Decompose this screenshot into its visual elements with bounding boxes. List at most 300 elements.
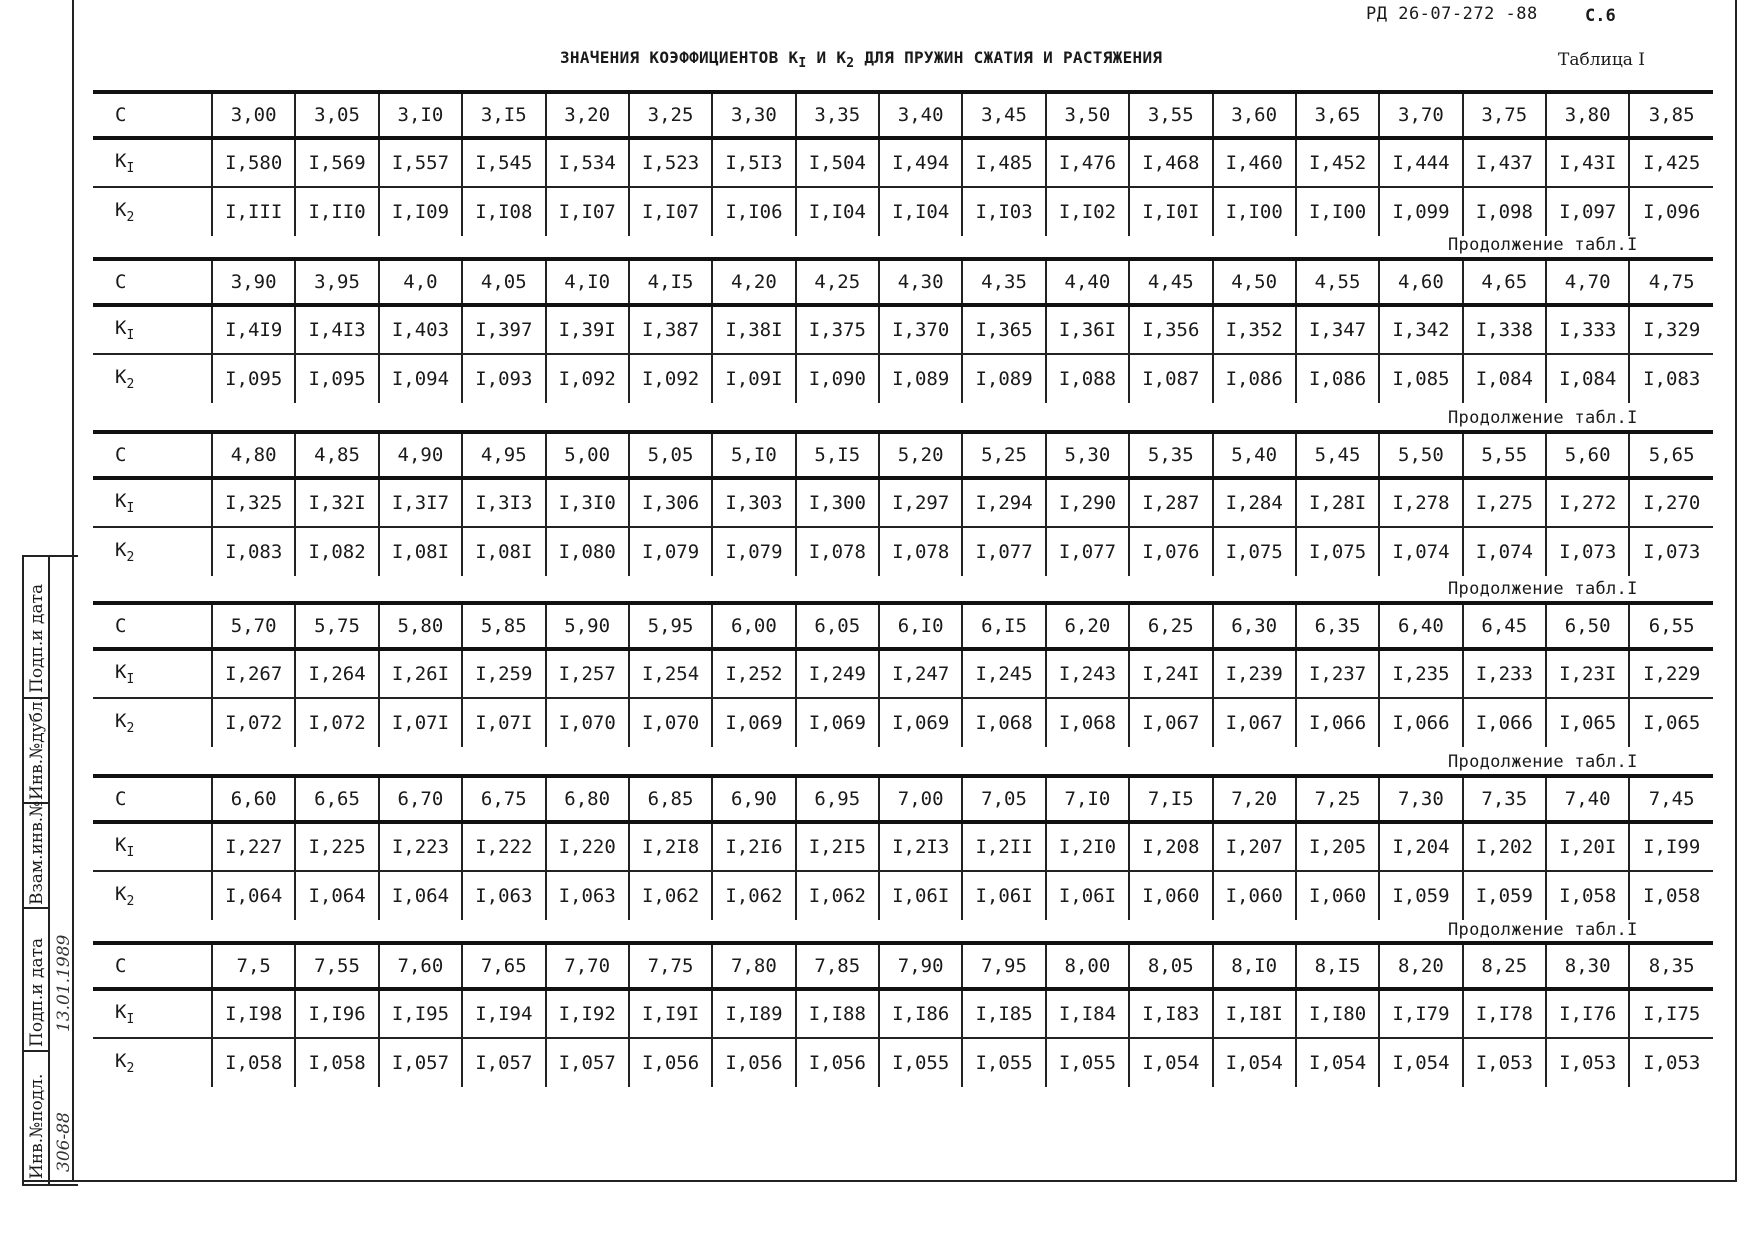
- table-label: Таблица I: [1558, 50, 1646, 70]
- row-c-cell: 3,00: [212, 92, 295, 138]
- row-k2-cell: I,063: [462, 871, 545, 920]
- row-c-cell: 4,30: [879, 259, 962, 305]
- row-c-cell: 7,60: [379, 943, 462, 989]
- row-k2-cell: I,06I: [1046, 871, 1129, 920]
- frame-bottom-border: [22, 1180, 1737, 1182]
- row-k2-cell: I,058: [1546, 871, 1629, 920]
- row-k1-cell: I,347: [1296, 305, 1379, 354]
- row-k1-cell: I,3I7: [379, 478, 462, 527]
- row-k1-cell: I,485: [962, 138, 1045, 187]
- row-k2-cell: I,III: [212, 187, 295, 236]
- row-k2-cell: I,072: [212, 698, 295, 747]
- row-k1-cell: I,252: [712, 649, 795, 698]
- row-k2-cell: I,062: [712, 871, 795, 920]
- row-c-cell: 3,30: [712, 92, 795, 138]
- row-k1-cell: I,306: [629, 478, 712, 527]
- row-k2-cell: I,059: [1379, 871, 1462, 920]
- row-c-cell: 7,00: [879, 776, 962, 822]
- row-k1-cell: I,4I3: [295, 305, 378, 354]
- row-c-cell: 3,60: [1213, 92, 1296, 138]
- row-c-cell: 6,55: [1629, 603, 1713, 649]
- row-c-cell: 8,20: [1379, 943, 1462, 989]
- row-k2-cell: I,I06: [712, 187, 795, 236]
- row-k2-cell: I,06I: [962, 871, 1045, 920]
- row-c-cell: 6,05: [796, 603, 879, 649]
- row-k2: [93, 698, 1713, 747]
- row-k1-cell: I,227: [212, 822, 295, 871]
- row-k2-cell: I,067: [1129, 698, 1212, 747]
- row-k2-cell: I,069: [879, 698, 962, 747]
- row-c-cell: 6,I5: [962, 603, 1045, 649]
- row-k2-cell: I,054: [1296, 1038, 1379, 1087]
- row-k2: [93, 871, 1713, 920]
- row-c-cell: 8,35: [1629, 943, 1713, 989]
- row-k1-cell: I,I89: [712, 989, 795, 1038]
- row-k1-cell: I,580: [212, 138, 295, 187]
- row-k1-cell: I,I8I: [1213, 989, 1296, 1038]
- row-k2-label: [93, 354, 212, 403]
- row-c-cell: 6,45: [1463, 603, 1546, 649]
- row-k2-cell: I,066: [1379, 698, 1462, 747]
- coefficient-table-block: [93, 774, 1713, 920]
- row-k2-cell: I,072: [295, 698, 378, 747]
- row-k2-cell: I,083: [212, 527, 295, 576]
- row-c-cell: 5,05: [629, 432, 712, 478]
- row-k1-label: [93, 478, 212, 527]
- continuation-label: Продолжение табл.I: [1448, 235, 1638, 255]
- row-k2-cell: I,067: [1213, 698, 1296, 747]
- row-k1-cell: I,259: [462, 649, 545, 698]
- row-c: [93, 259, 1713, 305]
- row-c-cell: 5,70: [212, 603, 295, 649]
- row-k1-cell: I,5I3: [712, 138, 795, 187]
- row-k1-cell: I,365: [962, 305, 1045, 354]
- row-c: [93, 92, 1713, 138]
- row-k1-cell: I,I84: [1046, 989, 1129, 1038]
- row-c-cell: 3,65: [1296, 92, 1379, 138]
- coefficient-table: [93, 774, 1713, 920]
- row-c: [93, 943, 1713, 989]
- row-c-cell: 4,80: [212, 432, 295, 478]
- row-k2-cell: I,085: [1379, 354, 1462, 403]
- coefficient-table: [93, 90, 1713, 236]
- row-c-cell: 3,50: [1046, 92, 1129, 138]
- table-title: [560, 48, 1162, 71]
- row-k2-cell: I,074: [1463, 527, 1546, 576]
- row-k1-cell: I,I99: [1629, 822, 1713, 871]
- row-c-cell: 3,25: [629, 92, 712, 138]
- row-k2-cell: I,I00: [1296, 187, 1379, 236]
- row-k2-label: [93, 527, 212, 576]
- row-c-cell: 3,35: [796, 92, 879, 138]
- row-k1-label: [93, 305, 212, 354]
- row-k2-cell: I,074: [1379, 527, 1462, 576]
- row-k1-cell: I,I94: [462, 989, 545, 1038]
- row-k2-cell: I,076: [1129, 527, 1212, 576]
- k-symbol: К: [115, 710, 127, 733]
- row-k1-cell: I,4I9: [212, 305, 295, 354]
- row-c-cell: 7,75: [629, 943, 712, 989]
- row-k2-cell: I,07I: [462, 698, 545, 747]
- row-k1-cell: I,233: [1463, 649, 1546, 698]
- row-c-cell: 4,05: [462, 259, 545, 305]
- row-k1-cell: I,205: [1296, 822, 1379, 871]
- coefficient-table-block: [93, 601, 1713, 747]
- continuation-label: Продолжение табл.I: [1448, 579, 1638, 599]
- row-c-cell: 5,75: [295, 603, 378, 649]
- row-k2-cell: I,083: [1629, 354, 1713, 403]
- row-k2-cell: I,I09: [379, 187, 462, 236]
- row-k2-cell: I,I03: [962, 187, 1045, 236]
- row-c-cell: 5,00: [546, 432, 629, 478]
- continuation-label: Продолжение табл.I: [1448, 752, 1638, 772]
- row-c-cell: 5,85: [462, 603, 545, 649]
- row-k2-cell: I,II0: [295, 187, 378, 236]
- row-k2-cell: I,053: [1463, 1038, 1546, 1087]
- row-k2: [93, 527, 1713, 576]
- row-c-cell: 5,80: [379, 603, 462, 649]
- row-c-cell: 8,00: [1046, 943, 1129, 989]
- row-k2: [93, 1038, 1713, 1087]
- row-k1-cell: I,I96: [295, 989, 378, 1038]
- row-k2-cell: I,056: [712, 1038, 795, 1087]
- row-k2-cell: I,087: [1129, 354, 1212, 403]
- frame-right-border: [1735, 0, 1737, 1182]
- row-k2-cell: I,053: [1546, 1038, 1629, 1087]
- row-k1-cell: I,245: [962, 649, 1045, 698]
- row-k1-cell: I,36I: [1046, 305, 1129, 354]
- row-k1-cell: I,342: [1379, 305, 1462, 354]
- row-k2-cell: I,I0I: [1129, 187, 1212, 236]
- row-c-cell: 6,60: [212, 776, 295, 822]
- row-c-cell: 3,05: [295, 92, 378, 138]
- row-k2-cell: I,056: [796, 1038, 879, 1087]
- row-k1-cell: I,24I: [1129, 649, 1212, 698]
- title-sub-1: I: [798, 56, 807, 72]
- row-c-cell: 3,45: [962, 92, 1045, 138]
- row-k1-cell: I,207: [1213, 822, 1296, 871]
- row-c-cell: 4,I5: [629, 259, 712, 305]
- row-k2-cell: I,054: [1379, 1038, 1462, 1087]
- row-c-label: С: [93, 259, 212, 305]
- row-k2-cell: I,058: [212, 1038, 295, 1087]
- row-k1-cell: I,545: [462, 138, 545, 187]
- row-c: [93, 603, 1713, 649]
- row-c-cell: 6,30: [1213, 603, 1296, 649]
- row-c-cell: 5,65: [1629, 432, 1713, 478]
- row-k1-cell: I,2I0: [1046, 822, 1129, 871]
- row-k1-cell: I,254: [629, 649, 712, 698]
- k-subscript: 2: [126, 549, 135, 565]
- k-symbol: К: [115, 883, 127, 906]
- row-k2-cell: I,078: [796, 527, 879, 576]
- row-k2-cell: I,068: [962, 698, 1045, 747]
- k-subscript: 2: [126, 1060, 135, 1076]
- row-k1: [93, 822, 1713, 871]
- row-k2-cell: I,094: [379, 354, 462, 403]
- row-k1-cell: I,338: [1463, 305, 1546, 354]
- sidebar-label-replace-inv: Взам.инв.№: [27, 800, 47, 905]
- k-symbol: К: [115, 1050, 127, 1073]
- k-subscript: I: [126, 1011, 135, 1027]
- row-k2-cell: I,069: [712, 698, 795, 747]
- sidebar-label-sign-date-2: Подп.и дата: [27, 937, 47, 1047]
- row-k1-cell: I,275: [1463, 478, 1546, 527]
- row-c-cell: 6,70: [379, 776, 462, 822]
- row-k1-cell: I,300: [796, 478, 879, 527]
- row-k1-cell: I,I79: [1379, 989, 1462, 1038]
- row-k1-cell: I,325: [212, 478, 295, 527]
- k-symbol: К: [115, 1001, 127, 1024]
- row-c-cell: 5,40: [1213, 432, 1296, 478]
- row-k1-cell: I,I76: [1546, 989, 1629, 1038]
- row-k2-cell: I,079: [712, 527, 795, 576]
- row-k1-cell: I,28I: [1296, 478, 1379, 527]
- row-c-cell: 6,40: [1379, 603, 1462, 649]
- row-c-cell: 7,20: [1213, 776, 1296, 822]
- row-k1-label: [93, 822, 212, 871]
- row-k2-cell: I,093: [462, 354, 545, 403]
- row-k1-cell: I,3I3: [462, 478, 545, 527]
- row-c-cell: 7,85: [796, 943, 879, 989]
- document-code: РД 26-07-272 -88: [1366, 4, 1538, 24]
- row-k1-cell: I,523: [629, 138, 712, 187]
- row-k1-cell: I,476: [1046, 138, 1129, 187]
- row-k1-cell: I,249: [796, 649, 879, 698]
- row-c-cell: 7,70: [546, 943, 629, 989]
- row-k1-cell: I,239: [1213, 649, 1296, 698]
- row-c-cell: 6,65: [295, 776, 378, 822]
- row-c-cell: 3,75: [1463, 92, 1546, 138]
- row-c-cell: 4,45: [1129, 259, 1212, 305]
- k-subscript: 2: [126, 376, 135, 392]
- k-subscript: I: [126, 327, 135, 343]
- row-c-cell: 6,20: [1046, 603, 1129, 649]
- row-k2-cell: I,I04: [796, 187, 879, 236]
- row-k1-cell: I,267: [212, 649, 295, 698]
- row-k1-cell: I,I9I: [629, 989, 712, 1038]
- coefficient-table-block: [93, 941, 1713, 1087]
- k-symbol: К: [115, 150, 127, 173]
- coefficient-table-block: [93, 430, 1713, 576]
- row-c-label: С: [93, 943, 212, 989]
- row-k2-cell: I,077: [1046, 527, 1129, 576]
- k-subscript: 2: [126, 720, 135, 736]
- row-c-cell: 5,55: [1463, 432, 1546, 478]
- row-c-cell: 4,90: [379, 432, 462, 478]
- row-k2-label: [93, 187, 212, 236]
- row-k1-cell: I,247: [879, 649, 962, 698]
- row-c-cell: 7,35: [1463, 776, 1546, 822]
- k-symbol: К: [115, 834, 127, 857]
- row-c-cell: 3,55: [1129, 92, 1212, 138]
- row-c-cell: 5,90: [546, 603, 629, 649]
- row-k2-cell: I,057: [546, 1038, 629, 1087]
- row-k1-cell: I,452: [1296, 138, 1379, 187]
- row-k2-cell: I,084: [1546, 354, 1629, 403]
- row-c-cell: 3,80: [1546, 92, 1629, 138]
- row-c-cell: 7,40: [1546, 776, 1629, 822]
- k-symbol: К: [115, 199, 127, 222]
- row-k2-cell: I,084: [1463, 354, 1546, 403]
- row-k2-cell: I,07I: [379, 698, 462, 747]
- row-k2-cell: I,092: [546, 354, 629, 403]
- row-k1-cell: I,290: [1046, 478, 1129, 527]
- row-k1-cell: I,356: [1129, 305, 1212, 354]
- row-k1-cell: I,272: [1546, 478, 1629, 527]
- row-k2-label: [93, 698, 212, 747]
- row-c-cell: 4,65: [1463, 259, 1546, 305]
- row-k2-cell: I,070: [629, 698, 712, 747]
- row-k2-label: [93, 1038, 212, 1087]
- row-c-cell: 4,35: [962, 259, 1045, 305]
- k-subscript: I: [126, 844, 135, 860]
- sidebar-label-sign-date: Подп.и дата: [27, 583, 47, 693]
- k-subscript: I: [126, 671, 135, 687]
- row-k1: [93, 478, 1713, 527]
- row-k1-cell: I,387: [629, 305, 712, 354]
- row-k1-cell: I,294: [962, 478, 1045, 527]
- row-k1-cell: I,243: [1046, 649, 1129, 698]
- row-k1: [93, 649, 1713, 698]
- row-k1-cell: I,223: [379, 822, 462, 871]
- continuation-label: Продолжение табл.I: [1448, 408, 1638, 428]
- row-k1-cell: I,375: [796, 305, 879, 354]
- k-subscript: I: [126, 500, 135, 516]
- row-k1-cell: I,204: [1379, 822, 1462, 871]
- approval-sidebar: [22, 555, 78, 1186]
- title-sub-2: 2: [846, 56, 855, 72]
- row-k2-cell: I,06I: [879, 871, 962, 920]
- row-c-cell: 6,80: [546, 776, 629, 822]
- row-c-cell: 5,I0: [712, 432, 795, 478]
- sidebar-divider: [24, 907, 48, 909]
- row-k2-cell: I,09I: [712, 354, 795, 403]
- row-c-cell: 8,05: [1129, 943, 1212, 989]
- row-c-cell: 3,70: [1379, 92, 1462, 138]
- row-k1-cell: I,264: [295, 649, 378, 698]
- row-k2-cell: I,079: [629, 527, 712, 576]
- row-k2-cell: I,086: [1213, 354, 1296, 403]
- row-k2-cell: I,054: [1213, 1038, 1296, 1087]
- row-c-cell: 8,I5: [1296, 943, 1379, 989]
- row-k1-cell: I,222: [462, 822, 545, 871]
- row-k1-cell: I,557: [379, 138, 462, 187]
- row-c-cell: 3,85: [1629, 92, 1713, 138]
- sidebar-label-orig-inv: Инв.№подл.: [27, 1073, 47, 1179]
- row-k2-cell: I,098: [1463, 187, 1546, 236]
- page-number: С.6: [1585, 6, 1616, 26]
- row-c-cell: 7,80: [712, 943, 795, 989]
- k-symbol: К: [115, 539, 127, 562]
- row-c-cell: 5,45: [1296, 432, 1379, 478]
- row-k2-cell: I,055: [879, 1038, 962, 1087]
- row-k1-cell: I,225: [295, 822, 378, 871]
- row-k2-cell: I,078: [879, 527, 962, 576]
- row-c-cell: 4,25: [796, 259, 879, 305]
- row-k2-cell: I,064: [379, 871, 462, 920]
- row-k1-cell: I,237: [1296, 649, 1379, 698]
- coefficient-table: [93, 430, 1713, 576]
- row-c-cell: 6,25: [1129, 603, 1212, 649]
- row-k2-cell: I,073: [1546, 527, 1629, 576]
- row-c-cell: 4,60: [1379, 259, 1462, 305]
- row-k2-cell: I,065: [1546, 698, 1629, 747]
- k-subscript: 2: [126, 893, 135, 909]
- row-k2-cell: I,073: [1629, 527, 1713, 576]
- row-k1-cell: I,303: [712, 478, 795, 527]
- sidebar-divider: [24, 1050, 48, 1052]
- row-k1-cell: I,I86: [879, 989, 962, 1038]
- row-c-cell: 5,I5: [796, 432, 879, 478]
- row-c-cell: 6,90: [712, 776, 795, 822]
- row-k1-cell: I,235: [1379, 649, 1462, 698]
- row-c-cell: 5,35: [1129, 432, 1212, 478]
- k-subscript: 2: [126, 209, 135, 225]
- row-k1-cell: I,I75: [1629, 989, 1713, 1038]
- handwritten-date: 13.01.1989: [54, 934, 74, 1032]
- k-subscript: I: [126, 160, 135, 176]
- row-k2-cell: I,I08: [462, 187, 545, 236]
- row-c: [93, 776, 1713, 822]
- row-k2-cell: I,I02: [1046, 187, 1129, 236]
- row-c-cell: 8,30: [1546, 943, 1629, 989]
- row-k1-cell: I,220: [546, 822, 629, 871]
- row-c-cell: 7,95: [962, 943, 1045, 989]
- row-k1-cell: I,534: [546, 138, 629, 187]
- row-k2-cell: I,086: [1296, 354, 1379, 403]
- title-part-2: И К: [806, 48, 847, 67]
- row-c-cell: 4,85: [295, 432, 378, 478]
- continuation-label: Продолжение табл.I: [1448, 920, 1638, 940]
- row-c-cell: 8,I0: [1213, 943, 1296, 989]
- row-c-cell: 7,05: [962, 776, 1045, 822]
- row-k1-cell: I,287: [1129, 478, 1212, 527]
- row-k2-cell: I,057: [462, 1038, 545, 1087]
- row-c-cell: 5,95: [629, 603, 712, 649]
- row-k2-cell: I,055: [1046, 1038, 1129, 1087]
- row-k1-label: [93, 138, 212, 187]
- row-k2-cell: I,054: [1129, 1038, 1212, 1087]
- row-k2-cell: I,058: [295, 1038, 378, 1087]
- row-k1-cell: I,I98: [212, 989, 295, 1038]
- row-c-cell: 5,30: [1046, 432, 1129, 478]
- row-c-cell: 7,I0: [1046, 776, 1129, 822]
- row-k1-cell: I,444: [1379, 138, 1462, 187]
- row-c-label: С: [93, 92, 212, 138]
- sidebar-label-dup-inv: Инв.№дубл.: [27, 695, 47, 800]
- coefficient-table-block: [93, 257, 1713, 403]
- row-c-cell: 6,85: [629, 776, 712, 822]
- row-c: [93, 432, 1713, 478]
- coefficient-table: [93, 601, 1713, 747]
- row-k2-cell: I,066: [1463, 698, 1546, 747]
- row-k2-cell: I,095: [295, 354, 378, 403]
- row-c-cell: 5,25: [962, 432, 1045, 478]
- row-k1-cell: I,397: [462, 305, 545, 354]
- row-k1-label: [93, 649, 212, 698]
- row-k2-cell: I,058: [1629, 871, 1713, 920]
- row-c-cell: 7,25: [1296, 776, 1379, 822]
- row-k1-cell: I,494: [879, 138, 962, 187]
- row-k1-cell: I,403: [379, 305, 462, 354]
- row-c-cell: 5,20: [879, 432, 962, 478]
- row-k2-cell: I,060: [1296, 871, 1379, 920]
- row-k1-cell: I,2I5: [796, 822, 879, 871]
- row-c-label: С: [93, 432, 212, 478]
- row-c-cell: 3,90: [212, 259, 295, 305]
- row-k1-cell: I,569: [295, 138, 378, 187]
